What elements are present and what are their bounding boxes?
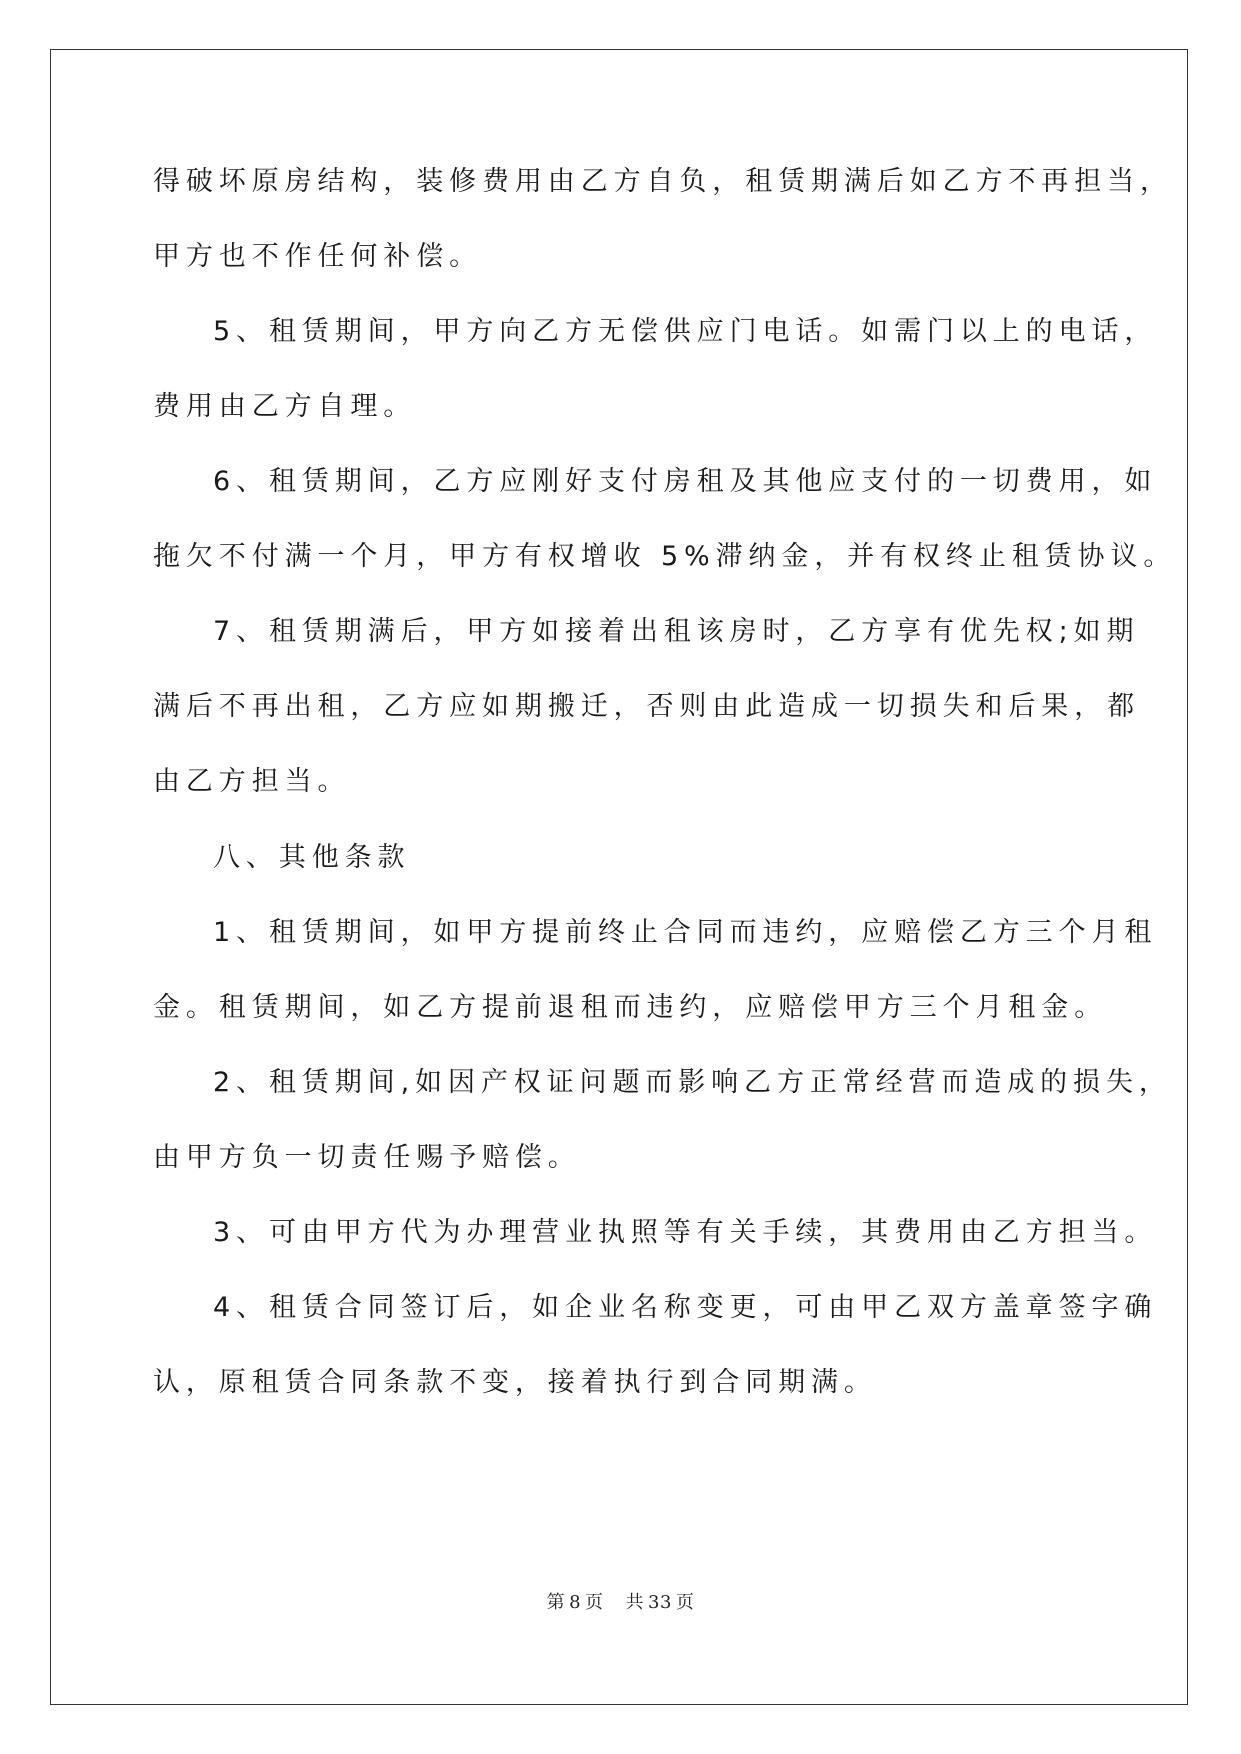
total-suffix: 页: [675, 1592, 695, 1613]
text-line: 7、租赁期满后，甲方如接着出租该房时，乙方享有优先权;如期: [213, 616, 1140, 647]
text-line: 认，原租赁合同条款不变，接着执行到合同期满。: [153, 1367, 877, 1398]
text-line: 费用由乙方自理。: [153, 391, 417, 422]
page-suffix: 页: [585, 1592, 604, 1613]
total-prefix: 共: [625, 1592, 645, 1613]
text-line: 拖欠不付满一个月，甲方有权增收 5%滞纳金，并有权终止租赁协议。: [153, 541, 1177, 572]
text-line: 满后不再出租，乙方应如期搬迁，否则由此造成一切损失和后果，都: [153, 691, 1140, 722]
text-line: 金。租赁期间，如乙方提前退租而违约，应赔偿甲方三个月租金。: [153, 992, 1108, 1023]
text-line: 4、租赁合同签订后，如企业名称变更，可由甲乙双方盖章签字确: [213, 1292, 1158, 1323]
total-pages: 33: [648, 1592, 672, 1613]
page-prefix: 第: [546, 1592, 566, 1613]
text-line: 由乙方担当。: [153, 766, 351, 797]
text-line: 1、租赁期间，如甲方提前终止合同而违约，应赔偿乙方三个月租: [213, 917, 1158, 948]
text-line: 甲方也不作任何补偿。: [153, 241, 482, 272]
text-line: 6、租赁期间，乙方应刚好支付房租及其他应支付的一切费用，如: [213, 466, 1158, 497]
text-line: 2、租赁期间,如因产权证问题而影响乙方正常经营而造成的损失，: [213, 1067, 1172, 1098]
text-line: 5、租赁期间，甲方向乙方无偿供应门电话。如需门以上的电话，: [213, 316, 1158, 347]
page-footer: [0, 1588, 1241, 1614]
text-line: 得破坏原房结构，装修费用由乙方自负，租赁期满后如乙方不再担当，: [153, 166, 1173, 197]
page-number: 8: [569, 1592, 582, 1613]
text-line: 由甲方负一切责任赐予赔偿。: [153, 1142, 581, 1173]
text-line: 3、可由甲方代为办理营业执照等有关手续，其费用由乙方担当。: [213, 1217, 1158, 1248]
section-heading: 八、其他条款: [213, 842, 411, 873]
